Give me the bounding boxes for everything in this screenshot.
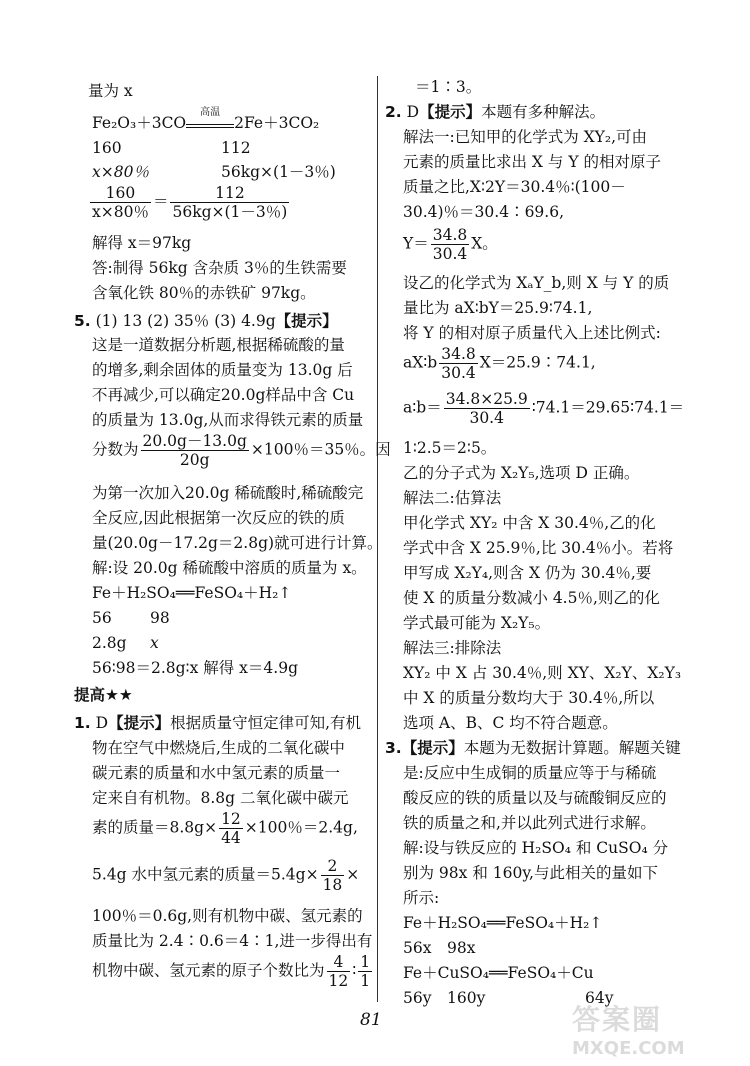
text-line: 不再减少,可以确定20.0g样品中含 Cu [92, 386, 355, 404]
text-line: 乙的分子式为 X₂Y₅,选项 D 正确。 [403, 464, 640, 482]
question-3: 3.【提示】本题为无数据计算题。解题关键 [385, 739, 681, 757]
text-line: 56x [403, 939, 432, 957]
watermark-url: MXQE.COM [572, 1038, 685, 1059]
fraction-line: 5.4g 水中氢元素的质量＝5.4g× $\frac{2}{18}$ × [92, 857, 360, 894]
text-line: 解法一:已知甲的化学式为 XY₂,可由 [403, 128, 648, 146]
text-line: 使 X 的质量分数减小 4.5％,则乙的化 [403, 589, 660, 607]
text-line: 质量比为 2.4∶0.6＝4∶1,进一步得出有 [92, 932, 373, 950]
text-line: 解法二:估算法 [403, 489, 502, 507]
text-line: 56 [92, 609, 112, 627]
text-line: 100％＝0.6g,则有机物中碳、氢元素的 [92, 907, 363, 925]
fraction-line: 素的质量＝8.8g× $\frac{12}{44}$ ×100％＝2.4g, [92, 810, 358, 847]
text-line: XY₂ 中 X 占 30.4％,则 XY、X₂Y、X₂Y₃ [403, 664, 682, 682]
text-line: 酸反应的铁的质量以及与硫酸铜反应的 [403, 789, 667, 807]
section-title: 提高★★ [74, 686, 133, 704]
question-1: 1. D【提示】根据质量守恒定律可知,有机 [74, 714, 362, 732]
text-line: 量比为 aX∶bY＝25.9∶74.1, [403, 299, 593, 317]
page-number: 81 [360, 1010, 382, 1030]
text-line: 56∶98＝2.8g∶x 解得 x＝4.9g [92, 659, 298, 677]
text-line: 160 [92, 139, 122, 157]
question-5: 5. (1) 13 (2) 35％ (3) 4.9g【提示】 [74, 312, 338, 330]
text-line: 中 X 的质量分数均大于 30.4％,所以 [403, 689, 655, 707]
text-line: 量为 x [88, 82, 133, 100]
watermark-text: 答案圈 [572, 1003, 663, 1036]
text-line: 是:反应中生成铜的质量应等于与稀硫 [403, 764, 657, 782]
reaction-condition: 高温 [186, 114, 234, 128]
text-line: 别为 98x 和 160y,与此相关的量如下 [403, 864, 658, 882]
text-line: 所示: [403, 889, 440, 907]
text-line: 质量之比,X∶2Y＝30.4％∶(100－ [403, 178, 626, 196]
equation-line: Fe＋CuSO₄══FeSO₄＋Cu [403, 964, 594, 982]
text-line: 甲写成 X₂Y₄,则含 X 仍为 30.4％,要 [403, 564, 652, 582]
text-line: 全反应,因此根据第一次反应的铁的质 [92, 509, 345, 527]
fraction-line: 分数为 $\frac{20.0g-13.0g}{20g}$ ×100％＝35％。因 [92, 432, 391, 469]
text-line: 98 [150, 609, 170, 627]
text-line: 解得 x＝97kg [92, 234, 192, 252]
question-2: 2. D【提示】本题有多种解法。 [385, 103, 606, 121]
text-line: 选项 A、B、C 均不符合题意。 [403, 714, 618, 732]
text-line: 56kg×(1－3％) [221, 163, 336, 181]
fraction-line: a∶b＝ $\frac{34.8\times 25.9}{30.4}$ ∶74.1＝29.65∶74.1＝ [403, 390, 685, 427]
fraction-line: 机物中碳、氢元素的原子个数比为 $\frac{4}{12}$ ∶ $\frac{1}{1}$ [92, 953, 371, 990]
text-line: ＝1∶3。 [415, 78, 482, 96]
text-line: 64y [585, 989, 614, 1007]
text-line: 元素的质量比求出 X 与 Y 的相对原子 [403, 153, 661, 171]
text-line: 甲化学式 XY₂ 中含 X 30.4％,乙的化 [403, 514, 656, 532]
fraction-equation: $\frac{160}{x\times 80\%}$ ＝ $\frac{112}{56kg\times(1-3\%)}$ [92, 184, 288, 221]
fraction-line: Y＝ $\frac{34.8}{30.4}$ X。 [403, 226, 498, 263]
text-line: 物在空气中燃烧后,生成的二氧化碳中 [92, 739, 345, 757]
text-line: 学式中含 X 25.9％,比 30.4％小。若将 [403, 539, 674, 557]
text-line: x×80％ [92, 163, 149, 181]
text-line: 将 Y 的相对原子质量代入上述比例式: [403, 324, 661, 342]
equation-line: Fe₂O₃＋3CO 高温 2Fe＋3CO₂ [92, 107, 320, 132]
text-line: x [150, 634, 159, 652]
text-line: 解:设 20.0g 稀硫酸中溶质的质量为 x。 [92, 559, 367, 577]
text-line: 这是一道数据分析题,根据稀硫酸的量 [92, 336, 345, 354]
watermark-logo [572, 998, 742, 1059]
equation-line: Fe＋H₂SO₄══FeSO₄＋H₂↑ [403, 914, 603, 932]
text-line: 为第一次加入20.0g 稀硫酸时,稀硫酸完 [92, 484, 364, 502]
text-line: 铁的质量之和,并以此列式进行求解。 [403, 814, 656, 832]
text-line: 98x [447, 939, 476, 957]
text-line: 解法三:排除法 [403, 639, 502, 657]
text-line: 2.8g [92, 634, 127, 652]
text-line: 的质量为 13.0g,从而求得铁元素的质量 [92, 411, 364, 429]
fraction-line: aX∶b $\frac{34.8}{30.4}$ X＝25.9∶74.1, [403, 345, 596, 382]
text-line: 的增多,剩余固体的质量变为 13.0g 后 [92, 361, 353, 379]
text-line: 碳元素的质量和水中氢元素的质量一 [92, 764, 341, 782]
text-line: 量(20.0g－17.2g＝2.8g)就可进行计算。 [92, 534, 383, 552]
text-line: 160y [447, 989, 486, 1007]
text-line: 56y [403, 989, 432, 1007]
equation-line: Fe＋H₂SO₄══FeSO₄＋H₂↑ [92, 584, 292, 602]
text-line: 30.4)％＝30.4∶69.6, [403, 203, 565, 221]
text-line: 设乙的化学式为 XₐY_b,则 X 与 Y 的质 [403, 274, 670, 292]
text-line: 112 [221, 139, 251, 157]
text-line: 定来自有机物。8.8g 二氧化碳中碳元 [92, 789, 349, 807]
text-line: 学式最可能为 X₂Y₅。 [403, 614, 551, 632]
text-line: 含氧化铁 80％的赤铁矿 97kg。 [92, 284, 316, 302]
text-line: 解:设与铁反应的 H₂SO₄ 和 CuSO₄ 分 [403, 839, 669, 857]
text-line: 答:制得 56kg 含杂质 3％的生铁需要 [92, 259, 347, 277]
text-line: 1∶2.5＝2∶5。 [403, 439, 497, 457]
